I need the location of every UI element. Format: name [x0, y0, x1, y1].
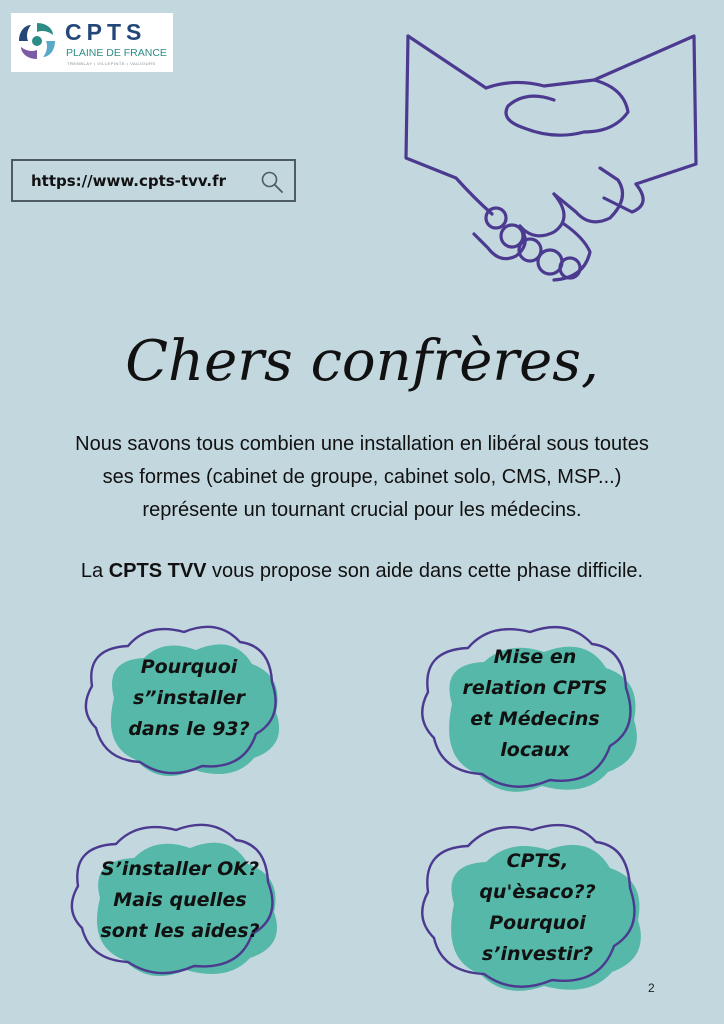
cloud-line: sont les aides? [100, 920, 260, 942]
website-url[interactable]: https://www.cpts-tvv.fr [31, 171, 227, 190]
page-number: 2 [648, 981, 655, 995]
cloud-line: qu'èsaco?? [479, 881, 596, 903]
greeting-text: Chers confrères, [125, 329, 599, 394]
logo-subtitle: PLAINE DE FRANCE [66, 47, 167, 59]
cloud-line: Pourquoi [489, 912, 586, 934]
intro-line: représente un tournant crucial pour les médecins. [142, 499, 582, 521]
cloud-label [420, 846, 655, 970]
cloud-cpts-doctors-link[interactable] [420, 620, 650, 800]
cpts-logo-icon [15, 19, 59, 63]
cloud-label [70, 854, 290, 947]
intro-line: Nous savons tous combien une installation en libéral sous toutes [75, 433, 649, 455]
cloud-line: s”installer [132, 687, 246, 709]
cpts-logo [11, 13, 173, 72]
cloud-line: dans le 93? [128, 718, 250, 740]
offer-highlight: CPTS TVV [108, 560, 207, 582]
cloud-label [84, 652, 294, 745]
intro-line: ses formes (cabinet de groupe, cabinet solo, CMS, MSP...) [102, 466, 622, 488]
cloud-why-install-93[interactable] [84, 620, 294, 785]
handshake-icon [404, 28, 700, 290]
cloud-line: Mais quelles [113, 889, 247, 911]
cloud-line: CPTS, [506, 850, 569, 872]
cloud-line: s’investir? [481, 943, 594, 965]
search-icon[interactable] [260, 170, 284, 194]
cloud-line: S’installer OK? [101, 858, 259, 880]
cloud-cpts-what-is-it[interactable] [420, 818, 655, 1000]
cloud-line: Pourquoi [140, 656, 238, 678]
cloud-install-aid[interactable] [70, 818, 290, 983]
offer-text [20, 560, 704, 583]
logo-tagline: TREMBLAY • VILLEPINTE • VAUJOURS [67, 61, 156, 66]
cloud-line: relation CPTS [462, 677, 608, 699]
website-url-box[interactable] [11, 159, 296, 202]
cloud-line: locaux [500, 739, 570, 761]
offer-prefix: La [80, 560, 109, 582]
logo-title: CPTS [65, 19, 147, 45]
intro-paragraph [20, 428, 704, 527]
greeting-heading [0, 300, 724, 415]
offer-suffix: vous propose son aide dans cette phase difficile. [206, 560, 644, 582]
cloud-line: Mise en [493, 646, 577, 668]
cloud-line: et Médecins [470, 708, 600, 730]
cloud-label [420, 642, 650, 766]
